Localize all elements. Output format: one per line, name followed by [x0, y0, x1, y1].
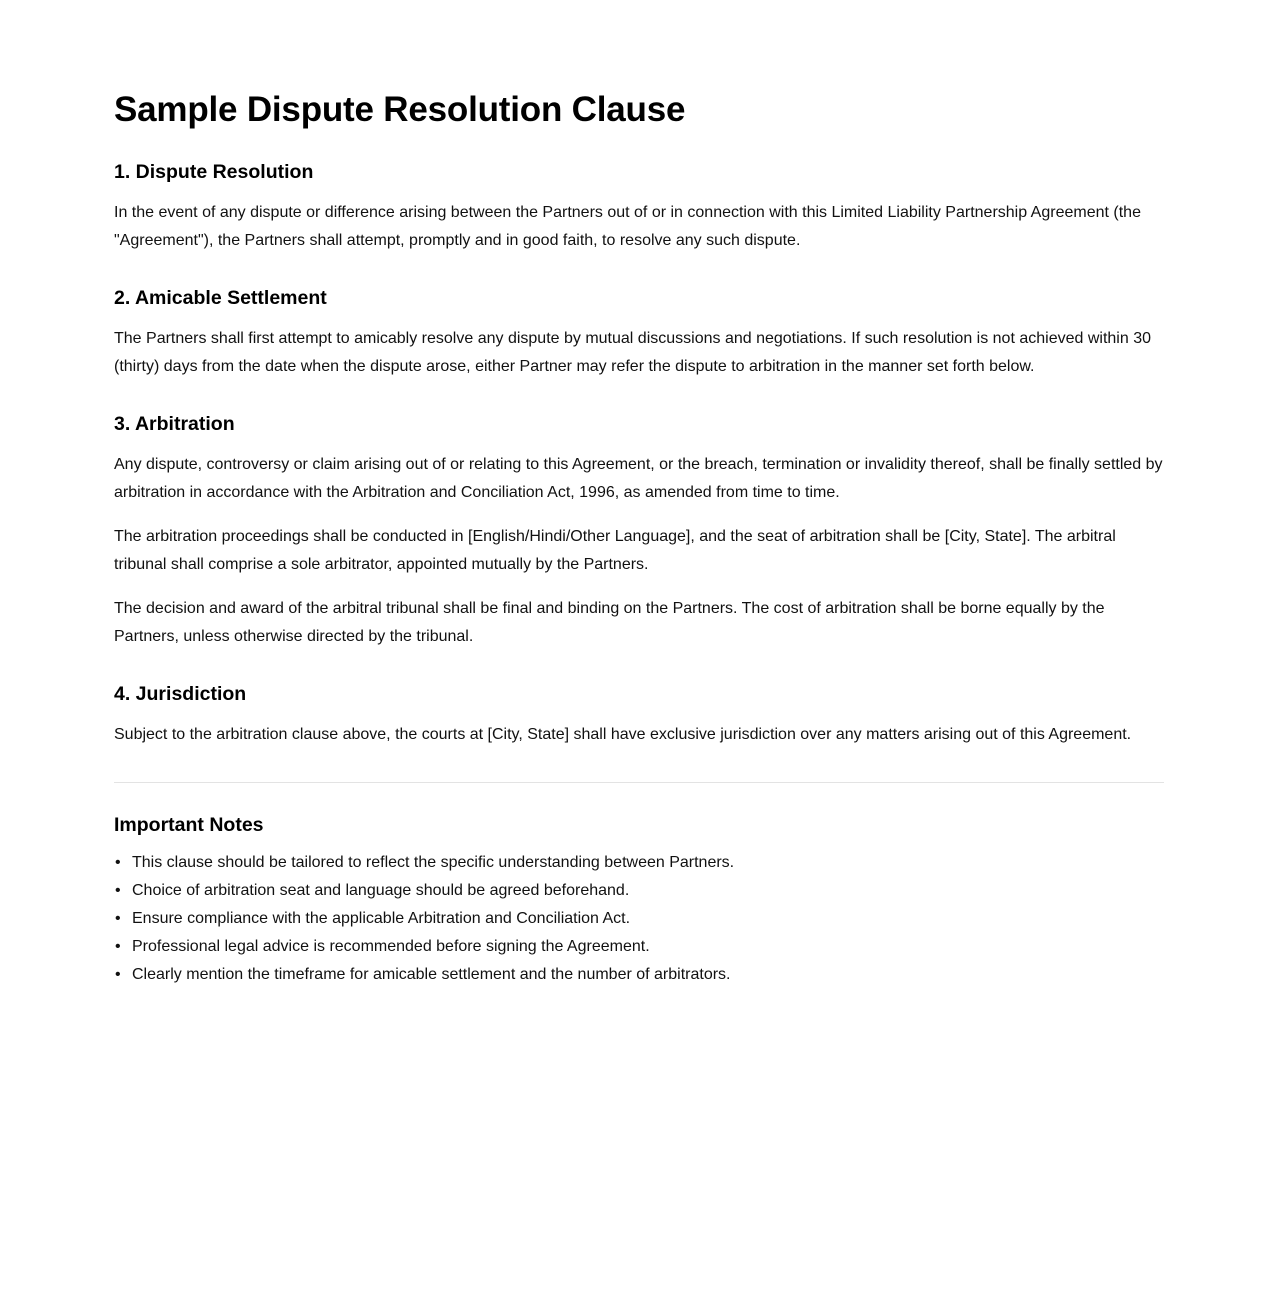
list-item-text: Clearly mention the timeframe for amicable settlement and the number of arbitrators. — [132, 966, 731, 983]
list-item-text: This clause should be tailored to reflect the specific understanding between Partners. — [132, 854, 735, 871]
section-dispute-resolution — [114, 160, 1164, 255]
section-jurisdiction — [114, 682, 1164, 749]
list-item — [114, 849, 1164, 877]
list-item — [114, 933, 1164, 961]
section-heading: 1. Dispute Resolution — [114, 161, 314, 183]
list-item-text: Choice of arbitration seat and language should be agreed beforehand. — [132, 882, 630, 899]
section-heading: 4. Jurisdiction — [114, 683, 247, 705]
bullet-icon: • — [115, 966, 121, 983]
section-paragraph: Subject to the arbitration clause above, the courts at [City, State] shall have exclusive jurisdiction over any matters arising out of this Agreement. — [114, 726, 1132, 743]
section-paragraph: The arbitration proceedings shall be conducted in [English/Hindi/Other Language], and the seat of arbitration shall be [City, State]. The arbitral tribunal shall comprise a sole arbitrator, appointed mutually by the Partners. — [114, 528, 1116, 573]
notes-list — [114, 849, 1164, 989]
bullet-icon: • — [115, 882, 121, 899]
page-title: Sample Dispute Resolution Clause — [114, 90, 686, 129]
section-paragraph: Any dispute, controversy or claim arising out of or relating to this Agreement, or the breach, termination or invalidity thereof, shall be finally settled by arbitration in accordance with the Arbitration and Conciliation Act, 1996, as amended from time to time. — [114, 456, 1163, 501]
list-item-text: Professional legal advice is recommended before signing the Agreement. — [132, 938, 650, 955]
bullet-icon: • — [115, 854, 121, 871]
section-heading: 2. Amicable Settlement — [114, 287, 327, 309]
section-arbitration — [114, 412, 1164, 651]
list-item-text: Ensure compliance with the applicable Arbitration and Conciliation Act. — [132, 910, 631, 927]
notes-heading: Important Notes — [114, 814, 264, 836]
section-divider — [114, 782, 1164, 783]
section-paragraph: The Partners shall first attempt to amicably resolve any dispute by mutual discussions and negotiations. If such resolution is not achieved within 30 (thirty) days from the date when the dispute arose, either Partner may refer the dispute to arbitration in the manner set forth below. — [114, 330, 1151, 375]
list-item — [114, 877, 1164, 905]
bullet-icon: • — [115, 938, 121, 955]
bullet-icon: • — [115, 910, 121, 927]
important-notes — [114, 813, 1164, 989]
section-paragraph: The decision and award of the arbitral tribunal shall be final and binding on the Partners. The cost of arbitration shall be borne equally by the Partners, unless otherwise directed by the tribunal. — [114, 600, 1105, 645]
section-heading: 3. Arbitration — [114, 413, 235, 435]
list-item — [114, 961, 1164, 989]
list-item — [114, 905, 1164, 933]
section-paragraph: In the event of any dispute or difference arising between the Partners out of or in connection with this Limited Liability Partnership Agreement (the "Agreement"), the Partners shall attempt, promptly and in good faith, to resolve any such dispute. — [114, 204, 1141, 249]
section-amicable-settlement — [114, 286, 1164, 381]
